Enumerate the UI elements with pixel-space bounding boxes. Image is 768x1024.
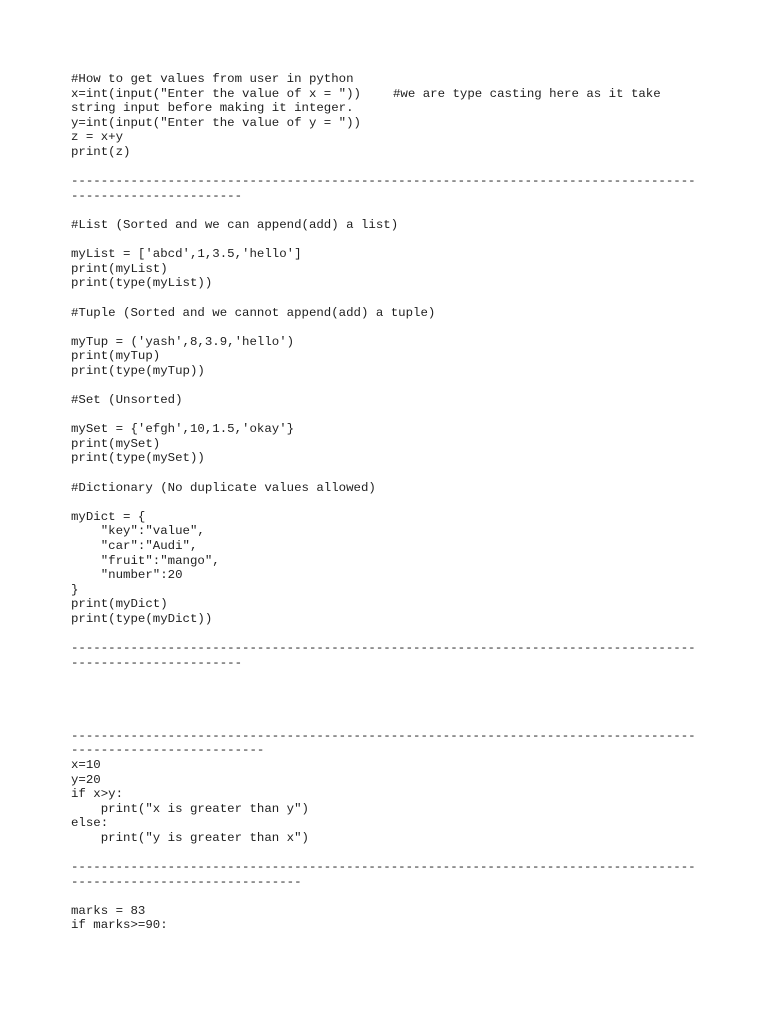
code-comment: #List (Sorted and we can append(add) a list): [71, 217, 399, 232]
code-line: print(myList): [71, 261, 168, 276]
blank-line: [71, 495, 721, 510]
blank-line: [71, 378, 721, 393]
blank-line: [71, 203, 721, 218]
blank-line: [71, 408, 721, 423]
code-line: myList = ['abcd',1,3.5,'hello']: [71, 247, 302, 262]
code-line: x=10: [71, 757, 101, 772]
code-line: "number":20: [71, 568, 183, 583]
separator-line: ------------------------------------------------------------------------------------: [71, 728, 696, 743]
code-line: print("x is greater than y"): [71, 801, 309, 816]
code-line: marks = 83: [71, 903, 146, 918]
code-line: "key":"value",: [71, 524, 205, 539]
code-line: y=20: [71, 772, 101, 787]
document-page: [71, 72, 721, 933]
blank-line: [71, 627, 721, 642]
code-line: myDict = {: [71, 509, 146, 524]
code-line: z = x+y: [71, 130, 124, 145]
separator-line: -------------------------------: [71, 874, 302, 889]
blank-line: [71, 845, 721, 860]
code-comment: #Dictionary (No duplicate values allowed): [71, 480, 376, 495]
code-line: if marks>=90:: [71, 918, 168, 933]
code-line: [71, 87, 721, 102]
code-line: else:: [71, 816, 109, 831]
separator-line: --------------------------: [71, 743, 265, 758]
code-line: "car":"Audi",: [71, 539, 198, 553]
blank-line: [71, 670, 721, 685]
separator-line: -----------------------: [71, 655, 243, 670]
code-line: print(myTup): [71, 349, 161, 364]
blank-line: [71, 291, 721, 306]
blank-line: [71, 889, 721, 904]
separator-line: -----------------------: [71, 188, 243, 203]
code-line: string input before making it integer.: [71, 101, 354, 116]
code-line: }: [71, 582, 79, 597]
code-line: #How to get values from user in python: [71, 72, 354, 86]
code-line: mySet = {'efgh',10,1.5,'okay'}: [71, 422, 295, 437]
blank-line: [71, 714, 721, 729]
code-line: print(mySet): [71, 436, 161, 451]
code-line: print("y is greater than x"): [71, 830, 309, 845]
blank-line: [71, 685, 721, 700]
code-comment: #Tuple (Sorted and we cannot append(add) a tuple): [71, 305, 436, 320]
code-comment: #we are type casting here as it take: [393, 86, 661, 101]
code-line: print(type(myTup)): [71, 363, 205, 378]
code-line: y=int(input("Enter the value of y = ")): [71, 115, 361, 130]
separator-line: ------------------------------------------------------------------------------------: [71, 641, 696, 656]
code-line: print(myDict): [71, 597, 168, 612]
blank-line: [71, 320, 721, 335]
code-line: "fruit":"mango",: [71, 553, 220, 568]
blank-line: [71, 466, 721, 481]
blank-line: [71, 160, 721, 175]
code-comment: #Set (Unsorted): [71, 393, 183, 408]
code-line: print(z): [71, 144, 131, 159]
blank-line: [71, 233, 721, 248]
separator-line: ------------------------------------------------------------------------------------: [71, 860, 696, 875]
code-line: if x>y:: [71, 787, 124, 802]
blank-line: [71, 700, 721, 715]
code-line: print(type(myDict)): [71, 611, 213, 626]
code-line: print(type(mySet)): [71, 451, 205, 466]
code-text: x=int(input("Enter the value of x = ")): [71, 86, 361, 101]
code-line: print(type(myList)): [71, 276, 213, 291]
code-line: myTup = ('yash',8,3.9,'hello'): [71, 334, 295, 349]
separator-line: ------------------------------------------------------------------------------------: [71, 174, 696, 189]
